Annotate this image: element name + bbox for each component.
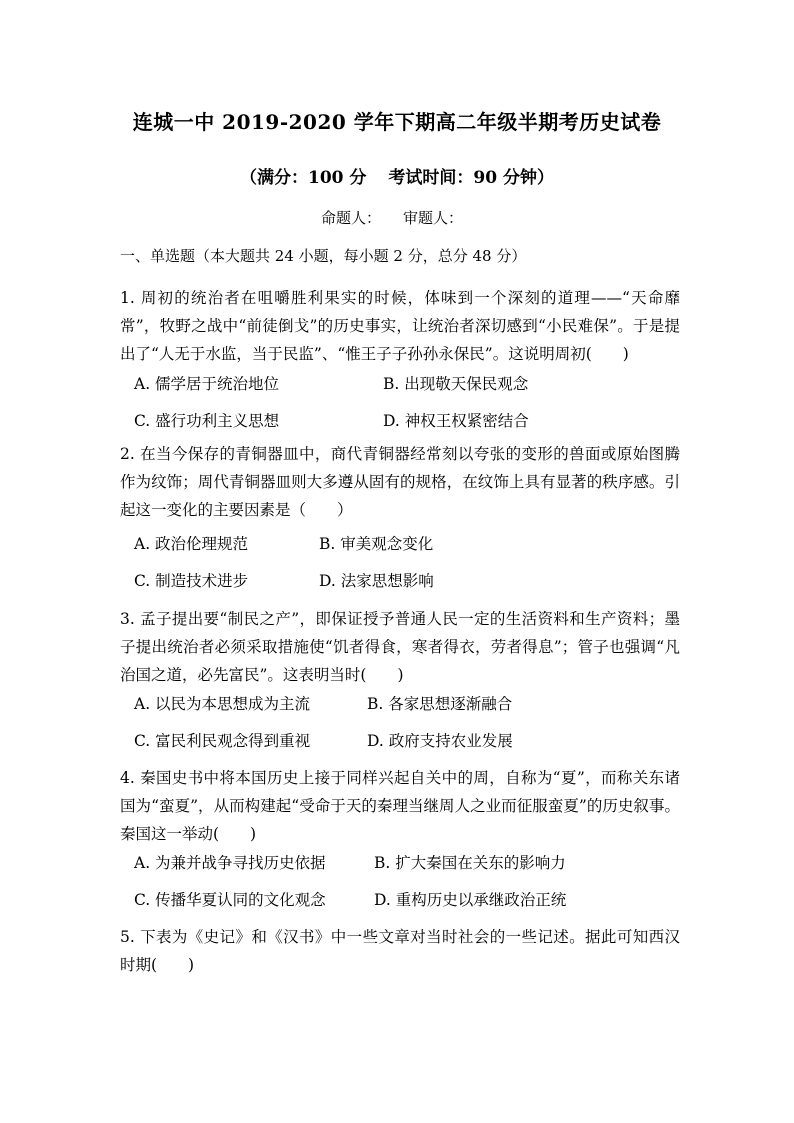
question-3-option-d: D. 政府支持农业发展 (367, 732, 513, 750)
exam-title: 连城一中 2019-2020 学年下期高二年级半期考历史试卷 (132, 110, 662, 134)
question-4-option-a: A. 为兼并战争寻找历史依据 (134, 854, 326, 872)
question-4-option-d: D. 重构历史以承继政治正统 (374, 891, 567, 909)
section-title: 一、单选题（本大题共 24 小题，每小题 2 分，总分 48 分） (120, 247, 527, 265)
question-5-stem: 5. 下表为《史记》和《汉书》中一些文章对当时社会的一些记述。据此可知西汉时期( ) (120, 928, 680, 974)
question-2-option-c: C. 制造技术进步 (134, 572, 249, 590)
question-4-option-b: B. 扩大秦国在关东的影响力 (374, 854, 566, 872)
score-label: （满分：100 分 (240, 168, 367, 188)
question-2-stem: 2. 在当今保存的青铜器皿中，商代青铜器经常刻以夸张的变形的兽面或原始图腾作为纹饰；周代青铜器皿则大多遵从固有的规格，在纹饰上具有显著的秩序感。引起这一变化的主要因素是（ ） (120, 445, 680, 519)
question-1-option-b: B. 出现敬天保民观念 (383, 375, 529, 393)
question-4-option-c: C. 传播华夏认同的文化观念 (134, 891, 326, 909)
question-3-stem: 3. 孟子提出要“制民之产”，即保证授予普通人民一定的生活资料和生产资料；墨子提出统治者必须采取措施使“饥者得食，寒者得衣，劳者得息”；管子也强调“凡治国之道，必先富民”。这表明当时( ) (120, 610, 680, 684)
question-1-option-c: C. 盛行功利主义思想 (134, 412, 280, 430)
question-1-option-a: A. 儒学居于统治地位 (134, 375, 280, 393)
question-3-option-b: B. 各家思想逐渐融合 (367, 695, 513, 713)
question-1-stem: 1. 周初的统治者在咀嚼胜利果实的时候，体味到一个深刻的道理——“天命靡常”，牧野之战中“前徒倒戈”的历史事实，让统治者深切感到“小民难保”。于是提出了“人无于水监，当于民监”、“惟王子子孙孙永保民”。这说明周初( ) (120, 289, 680, 363)
question-2-option-a: A. 政治伦理规范 (134, 535, 249, 553)
question-3-option-c: C. 富民利民观念得到重视 (134, 732, 311, 750)
exam-info (0, 163, 794, 188)
reviewer-label: 审题人： (403, 209, 464, 227)
question-3-option-a: A. 以民为本思想成为主流 (134, 695, 311, 713)
question-1-option-d: D. 神权王权紧密结合 (383, 412, 529, 430)
time-label: 考试时间：90 分钟） (388, 168, 554, 188)
question-2-option-d: D. 法家思想影响 (319, 572, 434, 590)
question-4-stem: 4. 秦国史书中将本国历史上接于同样兴起自关中的周，自称为“夏”，而称关东诸国为“蛮夏”，从而构建起“受命于天的秦理当继周人之业而征服蛮夏”的历史叙事。秦国这一举动( ) (120, 769, 680, 843)
author-line (321, 207, 463, 228)
author-label: 命题人： (321, 209, 382, 227)
question-2-option-b: B. 审美观念变化 (319, 535, 434, 553)
